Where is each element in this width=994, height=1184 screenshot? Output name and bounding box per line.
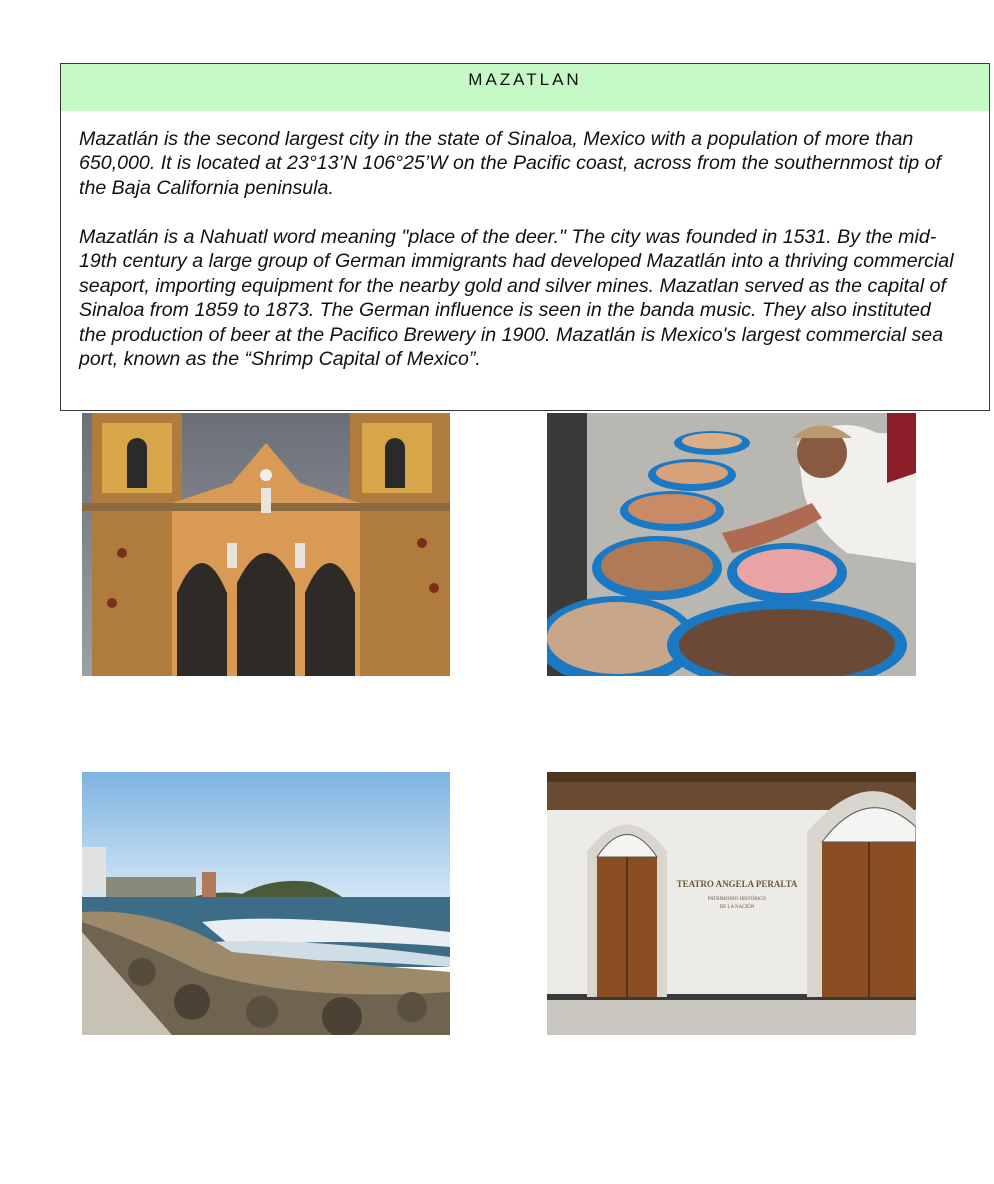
theater-sign-title: TEATRO ANGELA PERALTA <box>676 879 798 889</box>
history-paragraph: Mazatlán is a Nahuatl word meaning "place of the deer." The city was founded in 1531. By the mid-19th century a large group of German immigrants had developed Mazatlán into a thriving commercial seaport, importing equipment for the nearby gold and silver mines. Mazatlan served as the capital of Sinaloa from 1859 to 1873. The German influence is seen in the banda music. They also instituted the production of beer at the Pacifico Brewery in 1900. Mazatlán is Mexico's largest commercial sea port, known as the “Shrimp Capital of Mexico”. <box>79 226 954 371</box>
title-bar <box>60 63 990 112</box>
seafood-market-photo <box>547 413 916 676</box>
theater-sign-subtitle: PATRIMONIO HISTÓRICO <box>707 897 767 902</box>
intro-paragraph: Mazatlán is the second largest city in the state of Sinaloa, Mexico with a population of more than 650,000. It is located at 23°13’N 106°25’W on the Pacific coast, across from the southernmost tip of the Baja California peninsula. <box>79 128 941 199</box>
page-title: MAZATLAN <box>468 70 582 89</box>
theater-photo <box>547 772 916 1035</box>
description-box <box>60 111 990 411</box>
beach-photo <box>82 772 450 1035</box>
theater-sign-subtitle-2: DE LA NACIÓN <box>719 905 755 910</box>
cathedral-photo <box>82 413 450 676</box>
